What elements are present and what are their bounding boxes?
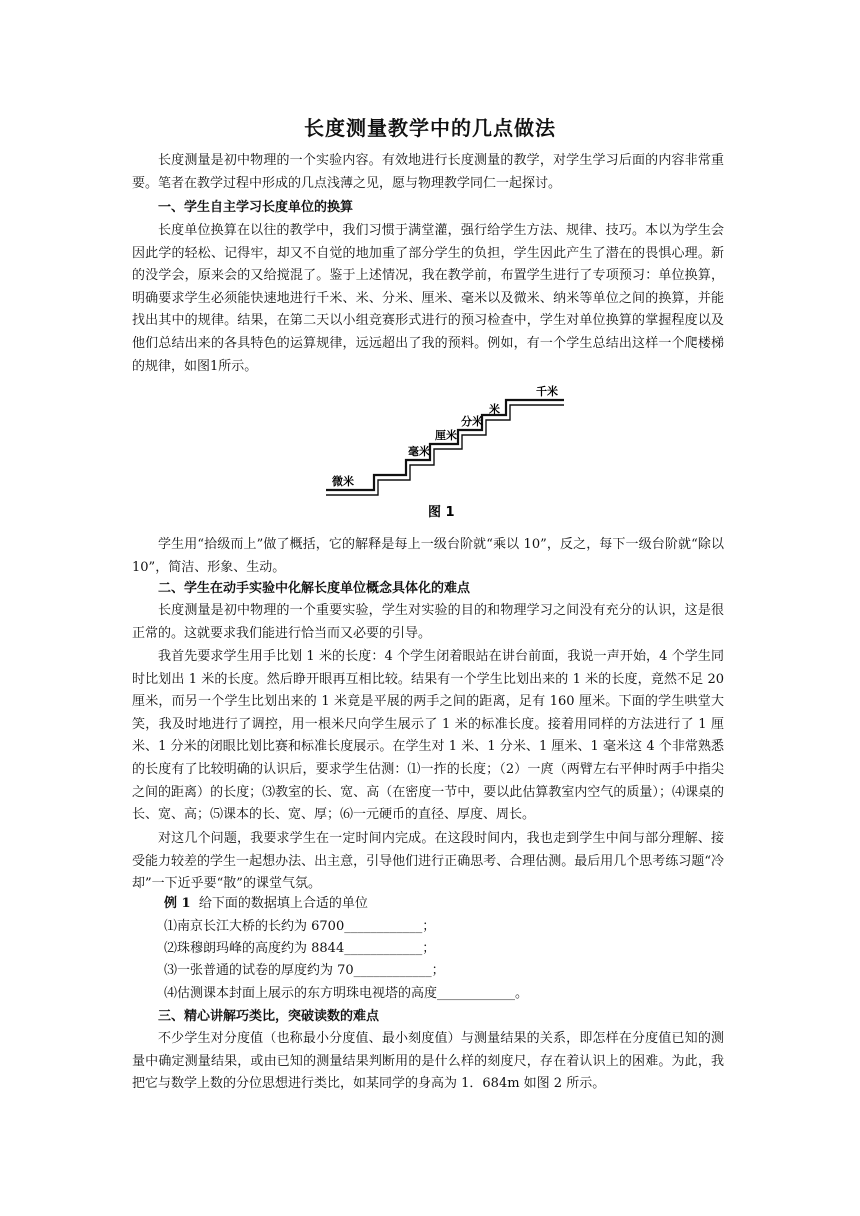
section-1-heading: 一、学生自主学习长度单位的换算 [158, 200, 354, 215]
figure-1-caption: 图 1 [428, 505, 455, 520]
step-label-micrometer: 微米 [332, 475, 354, 488]
section-3-paragraph-1: 不少学生对分度值（也称最小分度值、最小刻度值）与测量结果的关系，即怎样在分度值已知的测量中确定测量结果，或由已知的测量结果判断用的是什么样的刻度尺，存在着认识上的困难。为此，我把它与数学上数的分位思想进行类比，如某同学的身高为 1．684m 如图 2 所示。 [132, 1031, 724, 1092]
section-2-heading: 二、学生在动手实验中化解长度单位概念具体化的难点 [158, 581, 471, 596]
document-title: 长度测量教学中的几点做法 [304, 116, 556, 140]
step-label-kilometer: 千米 [536, 385, 558, 398]
intro-paragraph: 长度测量是初中物理的一个实验内容。有效地进行长度测量的教学，对学生学习后面的内容非常重要。笔者在教学过程中形成的几点浅薄之见，愿与物理教学同仁一起探讨。 [132, 153, 724, 191]
staircase-diagram [322, 378, 582, 526]
example-item-4: ⑷估测课本封面上展示的东方明珠电视塔的高度____________。 [164, 986, 529, 1001]
step-label-centimeter: 厘米 [435, 429, 457, 442]
staircase-shadow [326, 405, 564, 495]
section-2-paragraph-3: 对这几个问题，我要求学生在一定时间内完成。在这段时间内，我也走到学生中间与部分理解、接受能力较差的学生一起想办法、出主意，引导他们进行正确思考、合理估测。最后用几个思考练习题“冷却”一下近乎要“散”的课堂气氛。 [132, 831, 724, 892]
section-3-heading: 三、精心讲解巧类比，突破读数的难点 [158, 1009, 380, 1024]
step-label-meter: 米 [489, 403, 500, 416]
example-1-text: 给下面的数据填上合适的单位 [198, 896, 368, 911]
staircase-outline [326, 400, 564, 490]
example-item-2: ⑵珠穆朗玛峰的高度约为 8844____________； [164, 941, 436, 956]
step-label-decimeter: 分米 [461, 415, 483, 428]
figure-1-staircase [322, 378, 582, 526]
example-1 [132, 893, 724, 915]
step-label-millimeter: 毫米 [408, 445, 430, 458]
section-2-paragraph-1: 长度测量是初中物理的一个重要实验，学生对实验的目的和物理学习之间没有充分的认识，这是很正常的。这就要求我们能进行恰当而又必要的引导。 [132, 603, 724, 641]
section-1-paragraph-2: 学生用“拾级而上”做了概括，它的解释是每上一级台阶就“乘以 10”，反之，每下一级台阶就“除以 10”，简洁、形象、生动。 [132, 537, 724, 575]
example-item-3: ⑶一张普通的试卷的厚度约为 70____________； [164, 963, 445, 978]
example-1-label: 例 1 [164, 896, 191, 911]
example-item-1: ⑴南京长江大桥的长约为 6700____________； [164, 919, 436, 934]
section-1-paragraph-1: 长度单位换算在以往的教学中，我们习惯于满堂灌，强行给学生方法、规律、技巧。本以为学生会因此学的轻松、记得牢，却又不自觉的地加重了部分学生的负担，学生因此产生了潜在的畏惧心理。新的没学会，原来会的又给搅混了。鉴于上述情况，我在教学前，布置学生进行了专项预习：单位换算，明确要求学生必须能快速地进行千米、米、分米、厘米、毫米以及微米、纳米等单位之间的换算，并能找出其中的规律。结果，在第二天以小组竞赛形式进行的预习检查中，学生对单位换算的掌握程度以及他们总结出来的各具特色的运算规律，远远超出了我的预料。例如，有一个学生总结出这样一个爬楼梯的规律，如图1所示。 [132, 223, 724, 374]
section-2-paragraph-2: 我首先要求学生用手比划 1 米的长度：4 个学生闭着眼站在讲台前面，我说一声开始，4 个学生同时比划出 1 米的长度。然后睁开眼再互相比较。结果有一个学生比划出来的 1 米的长度，竟然不足 20 厘米，而另一个学生比划出来的 1 米竟是平展的两手之间的距离，足有 160 厘米。下面的学生哄堂大笑，我及时地进行了调控，用一根米尺向学生展示了 1 米的标准长度。接着用同样的方法进行了 1 厘米、1 分米的闭眼比划比赛和标准长度展示。在学生对 1 米、1 分米、1 厘米、1 毫米这 4 个非常熟悉的长度有了比较明确的认识后，要求学生估测：⑴一拃的长度；（2）一庹（两臂左右平伸时两手中指尖之间的距离）的长度；⑶教室的长、宽、高（在密度一节中，要以此估算教室内空气的质量）；⑷课桌的长、宽、高；⑸课本的长、宽、厚；⑹一元硬币的直径、厚度、周长。 [132, 649, 724, 823]
